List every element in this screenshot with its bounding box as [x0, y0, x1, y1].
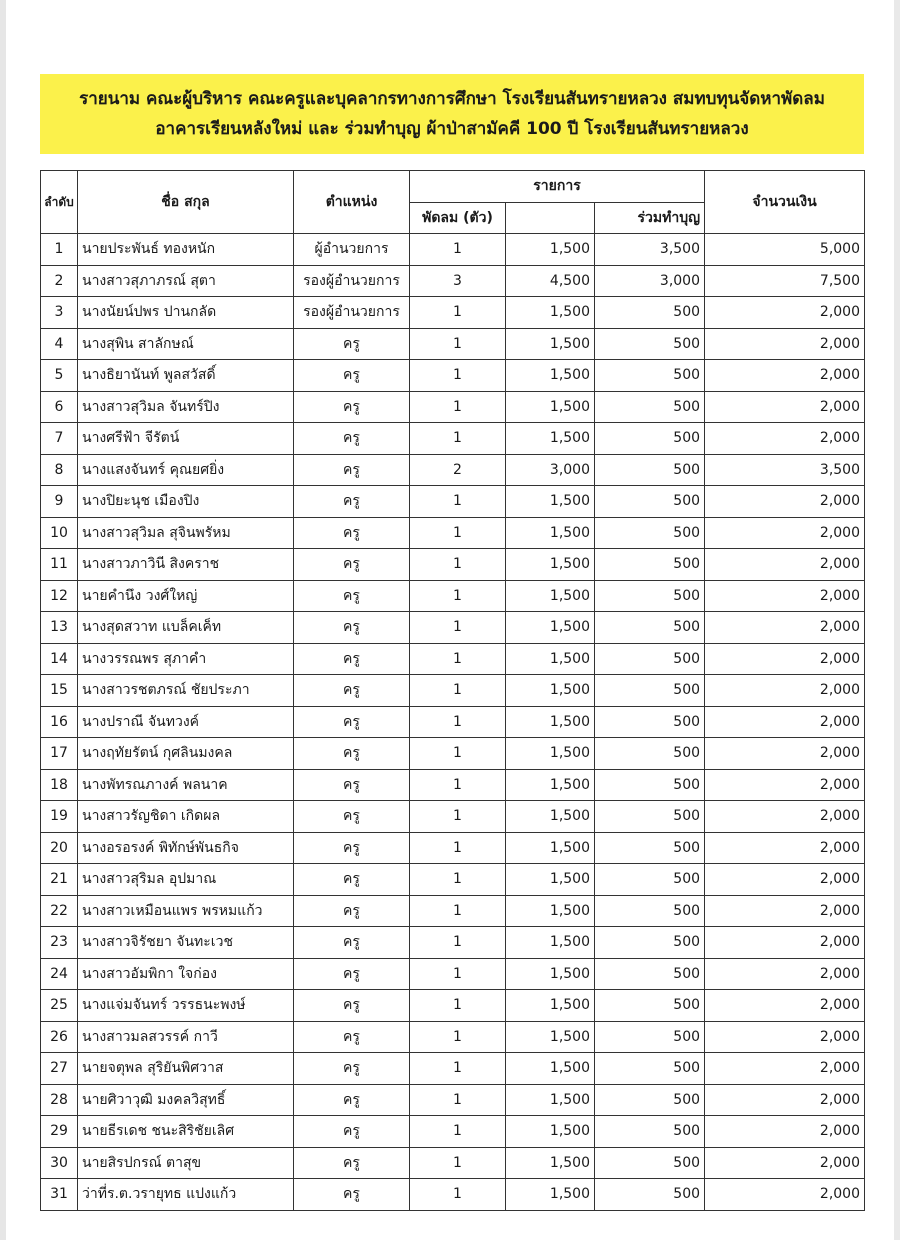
- cell-fans: 1: [410, 391, 506, 423]
- cell-no: 6: [41, 391, 78, 423]
- cell-position: ครู: [294, 1116, 410, 1148]
- cell-merit: 500: [595, 454, 705, 486]
- cell-fan-amount: 4,500: [506, 265, 595, 297]
- col-header-name: ชื่อ สกุล: [78, 171, 294, 234]
- table-row: [41, 486, 865, 518]
- cell-position: ครู: [294, 486, 410, 518]
- cell-fan-amount: 1,500: [506, 1179, 595, 1211]
- table-row: [41, 297, 865, 329]
- cell-name: ว่าที่ร.ต.วรายุทธ แปงแก้ว: [78, 1179, 294, 1211]
- cell-fan-amount: 1,500: [506, 832, 595, 864]
- cell-total: 2,000: [705, 423, 865, 455]
- cell-fans: 1: [410, 549, 506, 581]
- cell-merit: 500: [595, 1021, 705, 1053]
- cell-name: นายศิวาวุฒิ มงคลวิสุทธิ์: [78, 1084, 294, 1116]
- cell-total: 2,000: [705, 864, 865, 896]
- cell-fans: 1: [410, 1116, 506, 1148]
- cell-merit: 500: [595, 391, 705, 423]
- cell-name: นายธีรเดช ชนะสิริชัยเลิศ: [78, 1116, 294, 1148]
- cell-name: นายคำนึง วงศ์ใหญ่: [78, 580, 294, 612]
- cell-no: 31: [41, 1179, 78, 1211]
- cell-position: ครู: [294, 517, 410, 549]
- col-header-items: รายการ: [410, 171, 705, 203]
- cell-merit: 3,000: [595, 265, 705, 297]
- table-header: [41, 171, 865, 234]
- cell-total: 2,000: [705, 832, 865, 864]
- cell-position: ครู: [294, 391, 410, 423]
- cell-total: 2,000: [705, 549, 865, 581]
- table-row: [41, 769, 865, 801]
- col-header-position: ตำแหน่ง: [294, 171, 410, 234]
- cell-no: 27: [41, 1053, 78, 1085]
- cell-no: 13: [41, 612, 78, 644]
- cell-position: ครู: [294, 328, 410, 360]
- table-row: [41, 580, 865, 612]
- cell-fan-amount: 1,500: [506, 958, 595, 990]
- cell-fans: 1: [410, 234, 506, 266]
- cell-position: ผู้อำนวยการ: [294, 234, 410, 266]
- cell-merit: 500: [595, 832, 705, 864]
- table-row: [41, 1116, 865, 1148]
- cell-fans: 1: [410, 360, 506, 392]
- cell-name: นางแจ่มจันทร์ วรรธนะพงษ์: [78, 990, 294, 1022]
- cell-fan-amount: 1,500: [506, 927, 595, 959]
- cell-position: ครู: [294, 801, 410, 833]
- col-header-fan: พัดลม (ตัว): [410, 202, 506, 234]
- cell-total: 7,500: [705, 265, 865, 297]
- donor-table: [40, 170, 865, 1211]
- cell-merit: 500: [595, 643, 705, 675]
- cell-merit: 500: [595, 297, 705, 329]
- table-row: [41, 832, 865, 864]
- cell-no: 15: [41, 675, 78, 707]
- cell-name: นางสาวจิรัชยา จันทะเวช: [78, 927, 294, 959]
- cell-no: 29: [41, 1116, 78, 1148]
- col-header-total: จำนวนเงิน: [705, 171, 865, 234]
- cell-fan-amount: 1,500: [506, 549, 595, 581]
- cell-position: ครู: [294, 927, 410, 959]
- cell-fans: 1: [410, 1147, 506, 1179]
- table-row: [41, 801, 865, 833]
- cell-total: 2,000: [705, 706, 865, 738]
- cell-merit: 3,500: [595, 234, 705, 266]
- table-row: [41, 958, 865, 990]
- cell-position: ครู: [294, 958, 410, 990]
- cell-fan-amount: 1,500: [506, 801, 595, 833]
- cell-name: นางสุพิน สาลักษณ์: [78, 328, 294, 360]
- table-row: [41, 706, 865, 738]
- cell-no: 3: [41, 297, 78, 329]
- cell-fans: 1: [410, 832, 506, 864]
- title-line-2: อาคารเรียนหลังใหม่ และ ร่วมทำบุญ ผ้าป่าสามัคคี 100 ปี โรงเรียนสันทรายหลวง: [155, 119, 749, 139]
- col-header-fan-amount: [506, 202, 595, 234]
- cell-position: ครู: [294, 832, 410, 864]
- title-banner: [40, 74, 864, 154]
- cell-no: 17: [41, 738, 78, 770]
- cell-no: 10: [41, 517, 78, 549]
- cell-name: นางแสงจันทร์ คุณยศยิ่ง: [78, 454, 294, 486]
- cell-no: 21: [41, 864, 78, 896]
- table-row: [41, 927, 865, 959]
- cell-merit: 500: [595, 360, 705, 392]
- table-row: [41, 549, 865, 581]
- cell-total: 2,000: [705, 1021, 865, 1053]
- cell-fan-amount: 1,500: [506, 612, 595, 644]
- cell-position: ครู: [294, 1021, 410, 1053]
- table-row: [41, 360, 865, 392]
- cell-no: 23: [41, 927, 78, 959]
- cell-position: ครู: [294, 769, 410, 801]
- cell-total: 5,000: [705, 234, 865, 266]
- cell-fans: 1: [410, 423, 506, 455]
- cell-fans: 3: [410, 265, 506, 297]
- table-row: [41, 1053, 865, 1085]
- cell-merit: 500: [595, 1053, 705, 1085]
- cell-position: ครู: [294, 643, 410, 675]
- cell-name: นางนัยน์ปพร ปานกลัด: [78, 297, 294, 329]
- cell-name: นางสาวสุวิมล จันทร์ปิง: [78, 391, 294, 423]
- cell-merit: 500: [595, 706, 705, 738]
- table-body: [41, 234, 865, 1211]
- cell-no: 28: [41, 1084, 78, 1116]
- cell-name: นางปิยะนุช เมืองปิง: [78, 486, 294, 518]
- cell-no: 11: [41, 549, 78, 581]
- cell-fan-amount: 1,500: [506, 738, 595, 770]
- cell-merit: 500: [595, 864, 705, 896]
- cell-fans: 1: [410, 1021, 506, 1053]
- cell-name: นางสุดสวาท แบล็คเค็ท: [78, 612, 294, 644]
- cell-position: ครู: [294, 738, 410, 770]
- cell-fan-amount: 1,500: [506, 1116, 595, 1148]
- cell-total: 2,000: [705, 990, 865, 1022]
- table-row: [41, 517, 865, 549]
- table-row: [41, 328, 865, 360]
- cell-no: 5: [41, 360, 78, 392]
- cell-name: นางสาวรชตภรณ์ ชัยประภา: [78, 675, 294, 707]
- table-row: [41, 990, 865, 1022]
- cell-fan-amount: 1,500: [506, 234, 595, 266]
- cell-total: 2,000: [705, 801, 865, 833]
- cell-fan-amount: 1,500: [506, 360, 595, 392]
- cell-name: นายสิรปกรณ์ ตาสุข: [78, 1147, 294, 1179]
- table-row: [41, 738, 865, 770]
- cell-fans: 1: [410, 864, 506, 896]
- cell-name: นางฤทัยรัตน์ กุศลินมงคล: [78, 738, 294, 770]
- cell-merit: 500: [595, 1179, 705, 1211]
- cell-name: นางอรอรงค์ พิทักษ์พันธกิจ: [78, 832, 294, 864]
- cell-no: 20: [41, 832, 78, 864]
- cell-fans: 1: [410, 1084, 506, 1116]
- cell-position: ครู: [294, 1084, 410, 1116]
- cell-fan-amount: 1,500: [506, 1053, 595, 1085]
- table-row: [41, 1021, 865, 1053]
- table-row: [41, 454, 865, 486]
- cell-fans: 1: [410, 801, 506, 833]
- cell-position: ครู: [294, 580, 410, 612]
- table-row: [41, 864, 865, 896]
- cell-merit: 500: [595, 1116, 705, 1148]
- cell-no: 19: [41, 801, 78, 833]
- cell-total: 2,000: [705, 738, 865, 770]
- cell-fans: 1: [410, 990, 506, 1022]
- cell-total: 2,000: [705, 769, 865, 801]
- cell-fan-amount: 1,500: [506, 643, 595, 675]
- cell-no: 9: [41, 486, 78, 518]
- cell-fan-amount: 1,500: [506, 706, 595, 738]
- cell-total: 2,000: [705, 1147, 865, 1179]
- cell-fan-amount: 1,500: [506, 895, 595, 927]
- cell-total: 2,000: [705, 675, 865, 707]
- cell-total: 2,000: [705, 1116, 865, 1148]
- cell-position: ครู: [294, 612, 410, 644]
- cell-fan-amount: 1,500: [506, 769, 595, 801]
- cell-position: ครู: [294, 360, 410, 392]
- cell-merit: 500: [595, 549, 705, 581]
- cell-position: ครู: [294, 423, 410, 455]
- cell-position: ครู: [294, 706, 410, 738]
- cell-position: ครู: [294, 454, 410, 486]
- cell-total: 2,000: [705, 328, 865, 360]
- table-row: [41, 423, 865, 455]
- cell-fans: 1: [410, 612, 506, 644]
- cell-merit: 500: [595, 769, 705, 801]
- cell-fan-amount: 1,500: [506, 990, 595, 1022]
- page-edge-right: [894, 0, 900, 1240]
- cell-no: 1: [41, 234, 78, 266]
- page-edge-left: [0, 0, 6, 1240]
- cell-merit: 500: [595, 486, 705, 518]
- cell-merit: 500: [595, 328, 705, 360]
- cell-merit: 500: [595, 423, 705, 455]
- cell-fan-amount: 1,500: [506, 1147, 595, 1179]
- cell-fans: 1: [410, 958, 506, 990]
- cell-fan-amount: 1,500: [506, 423, 595, 455]
- table-row: [41, 1084, 865, 1116]
- cell-fan-amount: 1,500: [506, 486, 595, 518]
- cell-fan-amount: 1,500: [506, 580, 595, 612]
- cell-fans: 1: [410, 486, 506, 518]
- cell-position: ครู: [294, 1147, 410, 1179]
- cell-merit: 500: [595, 675, 705, 707]
- cell-name: นางสาวสุวิมล สุจินพรัหม: [78, 517, 294, 549]
- cell-merit: 500: [595, 801, 705, 833]
- cell-total: 2,000: [705, 580, 865, 612]
- cell-fans: 1: [410, 675, 506, 707]
- cell-name: นางสาวสุภาภรณ์ สุตา: [78, 265, 294, 297]
- cell-fans: 2: [410, 454, 506, 486]
- table-row: [41, 612, 865, 644]
- title-line-1: รายนาม คณะผู้บริหาร คณะครูและบุคลากรทางการศึกษา โรงเรียนสันทรายหลวง สมทบทุนจัดหาพัดลม: [79, 89, 825, 109]
- cell-fans: 1: [410, 1179, 506, 1211]
- cell-name: นางสาวสุริมล อุปมาณ: [78, 864, 294, 896]
- cell-fans: 1: [410, 643, 506, 675]
- cell-total: 2,000: [705, 927, 865, 959]
- table-row: [41, 643, 865, 675]
- cell-merit: 500: [595, 895, 705, 927]
- cell-position: ครู: [294, 895, 410, 927]
- cell-total: 2,000: [705, 1084, 865, 1116]
- table-row: [41, 234, 865, 266]
- cell-fans: 1: [410, 328, 506, 360]
- cell-name: นางสาวอัมพิกา ใจก่อง: [78, 958, 294, 990]
- cell-position: รองผู้อำนวยการ: [294, 265, 410, 297]
- cell-merit: 500: [595, 1084, 705, 1116]
- table-row: [41, 265, 865, 297]
- table-row: [41, 391, 865, 423]
- cell-name: นางสาวเหมือนแพร พรหมแก้ว: [78, 895, 294, 927]
- cell-position: ครู: [294, 1179, 410, 1211]
- cell-fan-amount: 1,500: [506, 297, 595, 329]
- cell-fan-amount: 1,500: [506, 1021, 595, 1053]
- cell-name: นางสาวภาวินี สิงคราช: [78, 549, 294, 581]
- col-header-no: ลำดับ: [41, 171, 78, 234]
- cell-no: 18: [41, 769, 78, 801]
- cell-name: นางวรรณพร สุภาคำ: [78, 643, 294, 675]
- cell-total: 2,000: [705, 612, 865, 644]
- cell-merit: 500: [595, 738, 705, 770]
- cell-merit: 500: [595, 517, 705, 549]
- cell-no: 7: [41, 423, 78, 455]
- cell-no: 25: [41, 990, 78, 1022]
- table-row: [41, 675, 865, 707]
- cell-merit: 500: [595, 612, 705, 644]
- cell-no: 12: [41, 580, 78, 612]
- table-row: [41, 1179, 865, 1211]
- cell-total: 2,000: [705, 360, 865, 392]
- cell-no: 24: [41, 958, 78, 990]
- cell-total: 2,000: [705, 297, 865, 329]
- cell-fans: 1: [410, 580, 506, 612]
- cell-fans: 1: [410, 769, 506, 801]
- cell-position: ครู: [294, 990, 410, 1022]
- cell-name: นางสาวรัญชิดา เกิดผล: [78, 801, 294, 833]
- cell-no: 14: [41, 643, 78, 675]
- cell-position: ครู: [294, 864, 410, 896]
- cell-no: 16: [41, 706, 78, 738]
- cell-total: 2,000: [705, 958, 865, 990]
- cell-total: 2,000: [705, 895, 865, 927]
- cell-position: รองผู้อำนวยการ: [294, 297, 410, 329]
- cell-fan-amount: 3,000: [506, 454, 595, 486]
- col-header-merit: ร่วมทำบุญ: [595, 202, 705, 234]
- cell-no: 4: [41, 328, 78, 360]
- cell-merit: 500: [595, 580, 705, 612]
- cell-total: 2,000: [705, 486, 865, 518]
- cell-total: 2,000: [705, 643, 865, 675]
- cell-name: นางธิยานันท์ พูลสวัสดิ์: [78, 360, 294, 392]
- cell-fan-amount: 1,500: [506, 675, 595, 707]
- cell-no: 8: [41, 454, 78, 486]
- cell-position: ครู: [294, 675, 410, 707]
- cell-fan-amount: 1,500: [506, 517, 595, 549]
- cell-merit: 500: [595, 958, 705, 990]
- cell-name: นายจตุพล สุริยันพิศวาส: [78, 1053, 294, 1085]
- cell-name: นางสาวมลสวรรค์ กาวี: [78, 1021, 294, 1053]
- cell-total: 2,000: [705, 517, 865, 549]
- cell-fans: 1: [410, 895, 506, 927]
- cell-fans: 1: [410, 927, 506, 959]
- cell-fans: 1: [410, 297, 506, 329]
- cell-fan-amount: 1,500: [506, 328, 595, 360]
- cell-name: นางพัทรณภางค์ พลนาค: [78, 769, 294, 801]
- cell-no: 22: [41, 895, 78, 927]
- cell-total: 2,000: [705, 1179, 865, 1211]
- cell-total: 2,000: [705, 391, 865, 423]
- cell-fans: 1: [410, 517, 506, 549]
- cell-name: นายประพันธ์ ทองหนัก: [78, 234, 294, 266]
- cell-name: นางปราณี จันทวงค์: [78, 706, 294, 738]
- cell-merit: 500: [595, 927, 705, 959]
- cell-no: 2: [41, 265, 78, 297]
- cell-position: ครู: [294, 549, 410, 581]
- cell-fan-amount: 1,500: [506, 1084, 595, 1116]
- cell-total: 3,500: [705, 454, 865, 486]
- cell-merit: 500: [595, 1147, 705, 1179]
- cell-merit: 500: [595, 990, 705, 1022]
- cell-name: นางศรีฟ้า จีรัตน์: [78, 423, 294, 455]
- cell-total: 2,000: [705, 1053, 865, 1085]
- cell-fan-amount: 1,500: [506, 864, 595, 896]
- cell-position: ครู: [294, 1053, 410, 1085]
- cell-no: 26: [41, 1021, 78, 1053]
- cell-fans: 1: [410, 738, 506, 770]
- cell-fan-amount: 1,500: [506, 391, 595, 423]
- table-row: [41, 895, 865, 927]
- table-row: [41, 1147, 865, 1179]
- cell-no: 30: [41, 1147, 78, 1179]
- cell-fans: 1: [410, 1053, 506, 1085]
- cell-fans: 1: [410, 706, 506, 738]
